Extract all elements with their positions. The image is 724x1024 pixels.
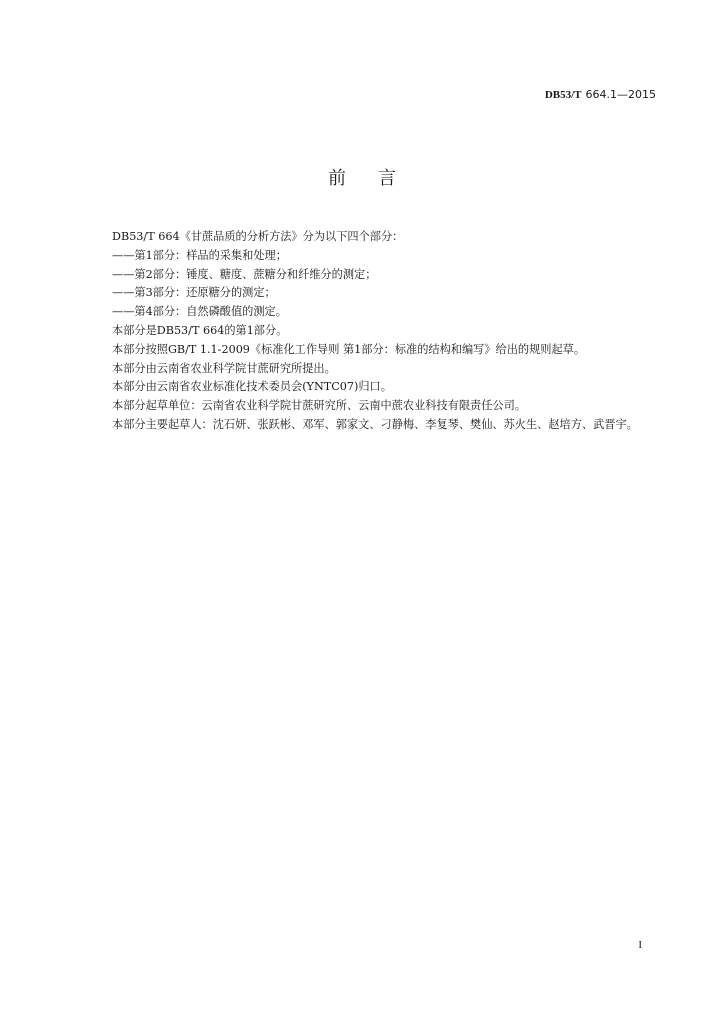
- standard-code: DB53/T: [544, 89, 582, 101]
- list-item-part-2: ——第2部分：锤度、糖度、蔗糖分和纤维分的测定；: [112, 267, 377, 281]
- foreword-body: [90, 228, 660, 435]
- paragraph-proposed-by: 本部分由云南省农业科学院甘蔗研究所提出。: [112, 361, 336, 375]
- page-number: I: [638, 939, 642, 951]
- list-item-part-3: ——第3部分：还原糖分的测定；: [112, 286, 276, 300]
- list-item-part-4: ——第4部分：自然磷酸值的测定。: [112, 305, 287, 319]
- page-title: 前言: [328, 168, 428, 189]
- paragraph-drafting-units: 本部分起草单位：云南省农业科学院甘蔗研究所、云南中蔗农业科技有限责任公司。: [112, 399, 526, 413]
- paragraph-intro: DB53/T 664《甘蔗品质的分析方法》分为以下四个部分：: [112, 230, 404, 243]
- paragraph-part-statement: 本部分是DB53/T 664的第1部分。: [112, 323, 288, 337]
- paragraph-drafters: 本部分主要起草人：沈石妍、张跃彬、邓军、郭家文、刁静梅、李复琴、樊仙、苏火生、赵培方、武晋宇。: [112, 417, 638, 431]
- standard-number: 664.1—2015: [585, 88, 656, 101]
- paragraph-centralized-by: 本部分由云南省农业标准化技术委员会(YNTC07)归口。: [112, 380, 392, 394]
- list-item-part-1: ——第1部分：样品的采集和处理；: [112, 248, 287, 262]
- paragraph-drafting-rules: 本部分按照GB/T 1.1-2009《标准化工作导则 第1部分：标准的结构和编写》给出的规则起草。: [112, 342, 586, 356]
- document-header: [545, 88, 656, 101]
